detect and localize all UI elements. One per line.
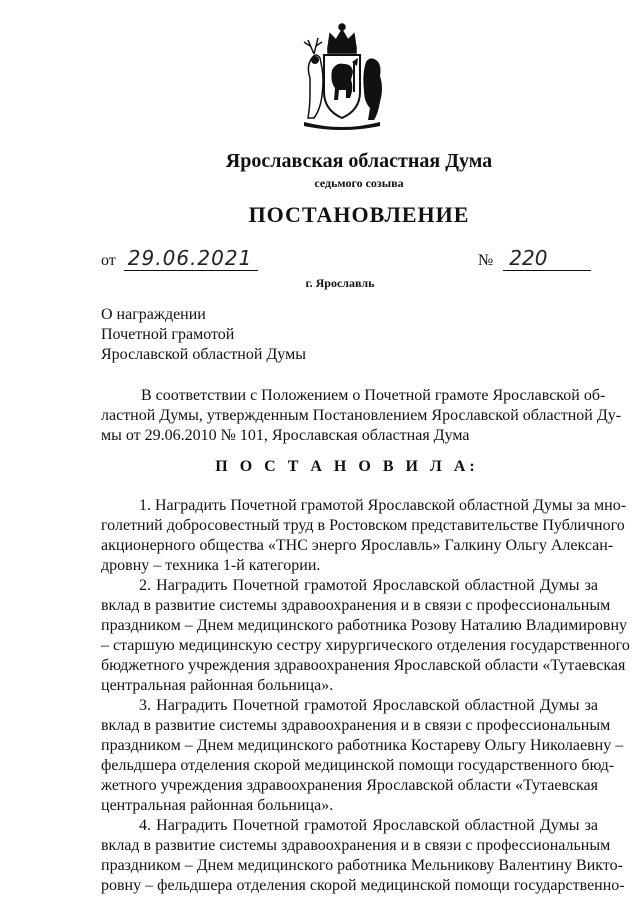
item-line: центральная районная больница». [101,677,334,694]
item-line: голетний добросовестный труд в Ростовском представительстве Публичного [101,517,625,534]
item-line: ровну – фельдшера отделения скорой медицинской помощи государственно- [101,877,625,894]
item-line: бюджетного учреждения здравоохранения Ярославской области «Тутаевская [101,657,626,674]
preamble-line: ластной Думы, утвержденным Постановлением Ярославской областной Ду- [101,407,622,424]
item-line: 4. Наградить Почетной грамотой Ярославской областной Думы за [139,817,598,834]
document-type-title: ПОСТАНОВЛЕНИЕ [248,202,470,227]
preamble-line: мы от 29.06.2010 № 101, Ярославская областная Дума [101,427,470,444]
resolution-item [101,576,630,696]
item-line: вклад в развитие системы здравоохранения и в связи с профессиональным [101,597,611,614]
item-line: вклад в развитие системы здравоохранения и в связи с профессиональным [101,837,611,854]
resolution-item [101,496,627,576]
city-label: г. Ярославль [305,276,375,290]
item-line: жетного учреждения здравоохранения Ярославской области «Тутаевская [101,777,598,794]
organization-name: Ярославская областная Дума [225,150,493,172]
item-line: – старшую медицинскую сестру хирургического отделения государственного [101,637,630,654]
item-line: 3. Наградить Почетной грамотой Ярославской областной Думы за [139,697,598,714]
preamble-paragraph [101,386,622,446]
handwritten-number: 220 [503,246,591,271]
resolved-heading: П О С Т А Н О В И Л А: [215,458,479,475]
subject-line: Ярославской областной Думы [101,346,306,363]
item-line: центральная районная больница». [101,797,334,814]
document-number [478,246,591,271]
subject-line: Почетной грамотой [101,326,235,343]
coat-of-arms-emblem [296,18,388,134]
subject-line: О награждении [101,306,206,323]
date-prefix: от [101,252,116,269]
item-line: дровну – техника 1-й категории. [101,557,321,574]
item-line: праздником – Днем медицинского работника Розову Наталию Владимировну [101,617,628,634]
convocation-label: седьмого созыва [314,176,404,190]
resolution-item [101,816,625,896]
preamble-line: В соответствии с Положением о Почетной грамоте Ярославской об- [141,387,606,404]
item-line: праздником – Днем медицинского работника Мельникову Валентину Викто- [101,857,623,874]
item-line: праздником – Днем медицинского работника Костареву Ольгу Николаевну – [101,737,624,754]
document-date [101,246,258,271]
item-line: 1. Наградить Почетной грамотой Ярославской областной Думы за мно- [139,497,627,514]
document-subject [101,305,306,365]
item-line: 2. Наградить Почетной грамотой Ярославской областной Думы за [139,577,598,594]
number-prefix: № [478,252,494,269]
handwritten-date: 29.06.2021 [124,246,259,271]
item-line: вклад в развитие системы здравоохранения и в связи с профессиональным [101,717,611,734]
item-line: фельдшера отделения скорой медицинской помощи государственного бюд- [101,757,615,774]
resolution-items [101,496,630,896]
resolution-item [101,696,624,816]
item-line: акционерного общества «ТНС энерго Ярославль» Галкину Ольгу Алексан- [101,537,614,554]
